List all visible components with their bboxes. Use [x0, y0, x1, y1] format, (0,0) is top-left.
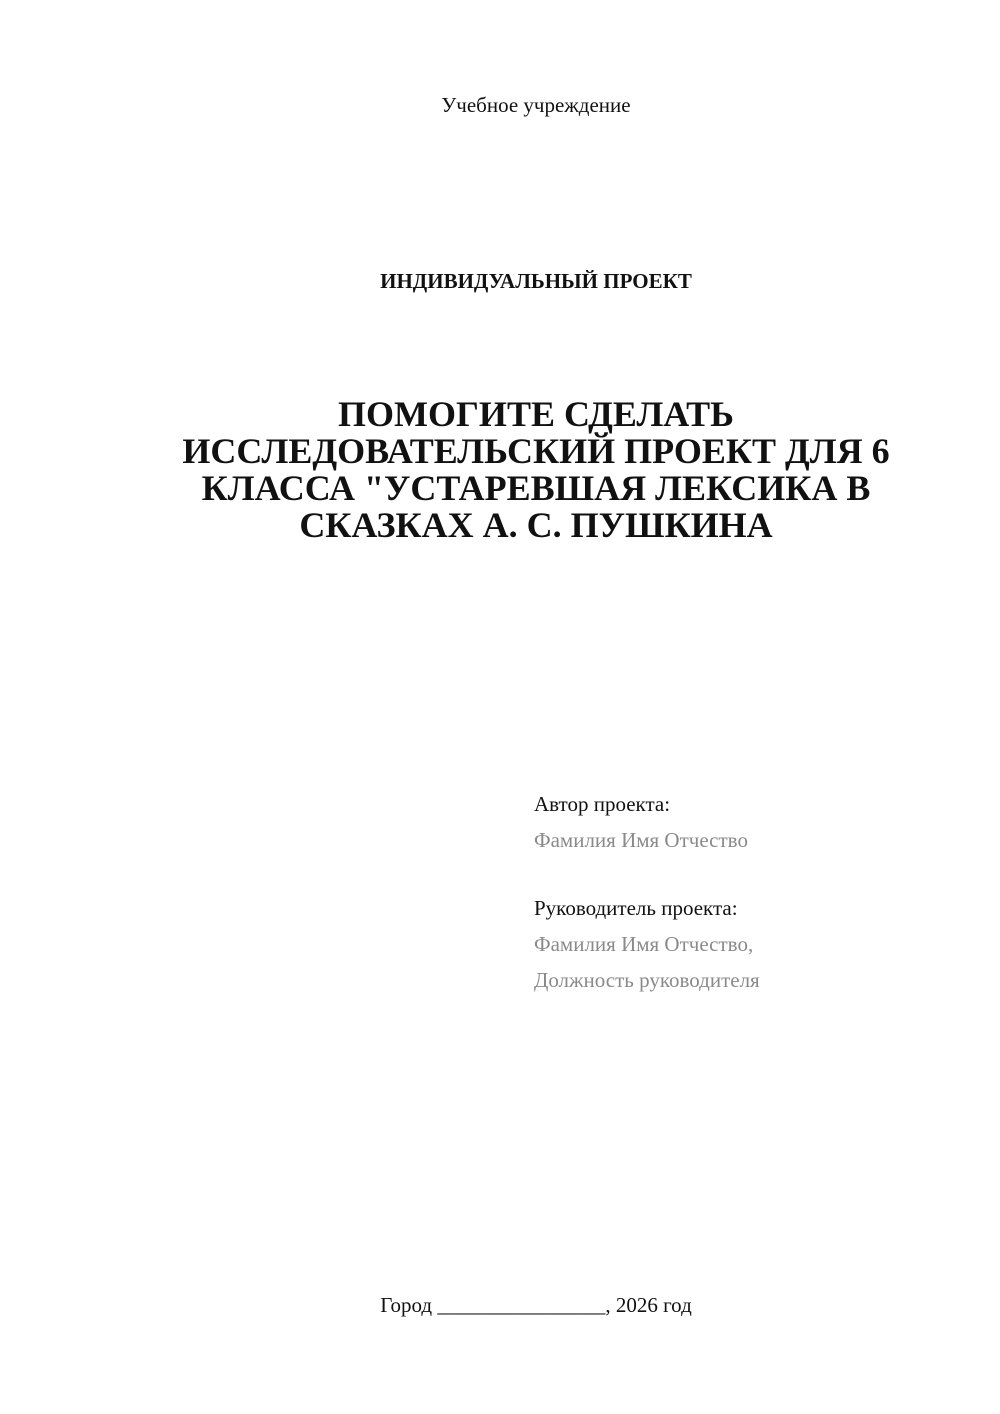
- project-title: [150, 396, 922, 544]
- supervisor-name: Фамилия Имя Отчество,: [534, 932, 754, 956]
- project-title-line: ИССЛЕДОВАТЕЛЬСКИЙ ПРОЕКТ ДЛЯ 6: [182, 431, 890, 471]
- document-type-heading: ИНДИВИДУАЛЬНЫЙ ПРОЕКТ: [380, 269, 692, 293]
- institution-name: Учебное учреждение: [441, 93, 631, 117]
- project-title-line: КЛАССА "УСТАРЕВШАЯ ЛЕКСИКА В: [201, 468, 871, 508]
- credits-spacer: [534, 858, 974, 890]
- supervisor-position: Должность руководителя: [534, 968, 760, 992]
- author-label: Автор проекта:: [534, 792, 671, 816]
- project-title-line: СКАЗКАХ А. С. ПУШКИНА: [299, 505, 773, 545]
- project-title-line: ПОМОГИТЕ СДЕЛАТЬ: [338, 394, 734, 434]
- project-credits: [534, 786, 974, 998]
- supervisor-label: Руководитель проекта:: [534, 896, 738, 920]
- city-year-line: Город ________________, 2026 год: [380, 1293, 692, 1317]
- author-name: Фамилия Имя Отчество: [534, 828, 748, 852]
